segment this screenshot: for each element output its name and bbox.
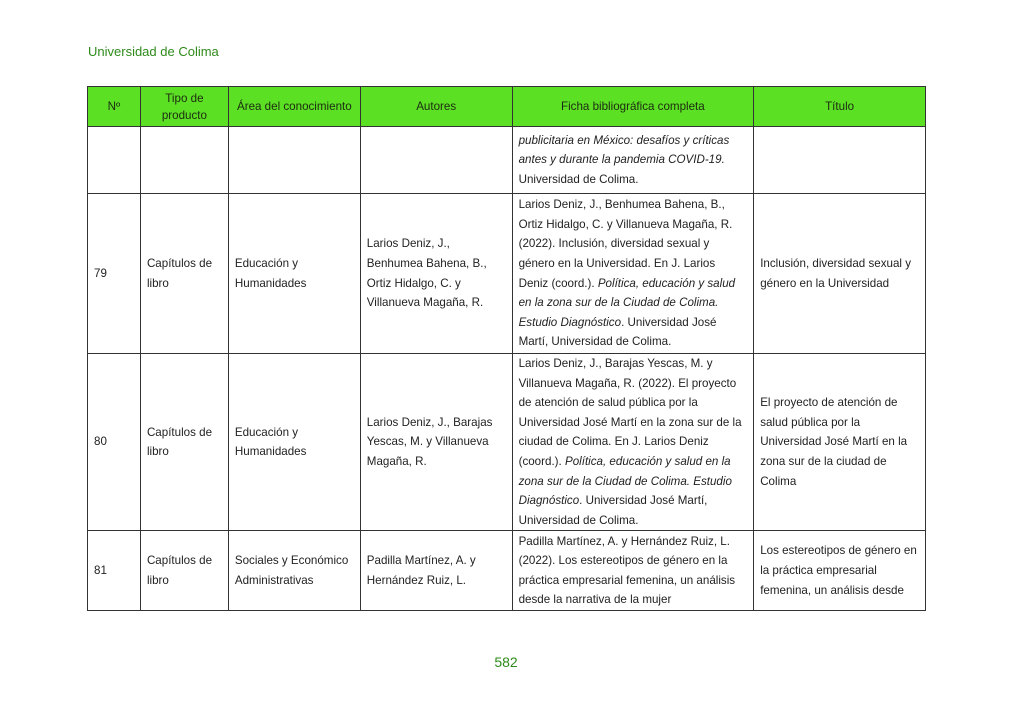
row-authors bbox=[360, 127, 512, 194]
row-title: Los estereotipos de género en la práctica empresarial femenina, un análisis desde bbox=[754, 531, 926, 611]
row-bibliographic-record bbox=[512, 194, 754, 354]
column-header-product-type: Tipo de producto bbox=[140, 87, 228, 127]
ficha-segment: Política, educación y salud en la zona sur de la Ciudad de Colima. Estudio Diagnóstico bbox=[518, 276, 736, 329]
row-knowledge-area: Educación y Humanidades bbox=[228, 194, 360, 354]
row-knowledge-area: Sociales y Económico Administrativas bbox=[228, 531, 360, 611]
row-number: 80 bbox=[88, 354, 141, 531]
row-number bbox=[88, 127, 141, 194]
row-bibliographic-record bbox=[512, 127, 754, 194]
ficha-segment: . Universidad José Martí, Universidad de Colima. bbox=[518, 494, 708, 527]
row-product-type bbox=[140, 127, 228, 194]
column-header-authors: Autores bbox=[360, 87, 512, 127]
row-bibliographic-record bbox=[512, 354, 754, 531]
table-row bbox=[88, 531, 926, 611]
page-number: 582 bbox=[494, 654, 518, 670]
column-header-title: Título bbox=[754, 87, 926, 127]
row-authors: Larios Deniz, J., Benhumea Bahena, B., Ortiz Hidalgo, C. y Villanueva Magaña, R. bbox=[360, 194, 512, 354]
row-authors: Larios Deniz, J., Barajas Yescas, M. y Villanueva Magaña, R. bbox=[360, 354, 512, 531]
row-number: 79 bbox=[88, 194, 141, 354]
row-number: 81 bbox=[88, 531, 141, 611]
table-row bbox=[88, 194, 926, 354]
table-row bbox=[88, 127, 926, 194]
row-product-type: Capítulos de libro bbox=[140, 354, 228, 531]
row-product-type: Capítulos de libro bbox=[140, 194, 228, 354]
ficha-segment: Larios Deniz, J., Benhumea Bahena, B., Ortiz Hidalgo, C. y Villanueva Magaña, R. (2022). Inclusión, diversidad sexual y género en la Universidad. En J. Larios Deniz (coord.). bbox=[518, 198, 733, 290]
ficha-segment: Universidad de Colima. bbox=[518, 172, 639, 186]
row-knowledge-area bbox=[228, 127, 360, 194]
row-bibliographic-record bbox=[512, 531, 754, 611]
table-header-row bbox=[88, 87, 926, 127]
column-header-number: Nº bbox=[88, 87, 141, 127]
row-title: El proyecto de atención de salud pública por la Universidad José Martí en la zona sur de la ciudad de Colima bbox=[754, 354, 926, 531]
row-title bbox=[754, 127, 926, 194]
row-product-type: Capítulos de libro bbox=[140, 531, 228, 611]
ficha-segment: Padilla Martínez, A. y Hernández Ruiz, L. (2022). Los estereotipos de género en la práctica empresarial femenina, un análisis desde la narrativa de la mujer bbox=[518, 534, 736, 607]
table-row bbox=[88, 354, 926, 531]
ficha-segment: Larios Deniz, J., Barajas Yescas, M. y Villanueva Magaña, R. (2022). El proyecto de atención de salud pública por la Universidad José Martí en la zona sur de la ciudad de Colima. En J. Larios Deniz (coord.). bbox=[518, 357, 742, 468]
ficha-segment: publicitaria en México: desafíos y críticas antes y durante la pandemia COVID-19. bbox=[518, 133, 730, 167]
column-header-bibliographic-record: Ficha bibliográfica completa bbox=[512, 87, 754, 127]
column-header-knowledge-area: Área del conocimiento bbox=[228, 87, 360, 127]
row-knowledge-area: Educación y Humanidades bbox=[228, 354, 360, 531]
ficha-segment: Política, educación y salud en la zona sur de la Ciudad de Colima. Estudio Diagnóstico bbox=[518, 454, 732, 508]
ficha-segment: . Universidad José Martí, Universidad de Colima. bbox=[518, 315, 717, 349]
row-authors: Padilla Martínez, A. y Hernández Ruiz, L. bbox=[360, 531, 512, 611]
document-header-title: Universidad de Colima bbox=[88, 44, 219, 59]
row-title: Inclusión, diversidad sexual y género en la Universidad bbox=[754, 194, 926, 354]
bibliography-table bbox=[87, 86, 926, 611]
